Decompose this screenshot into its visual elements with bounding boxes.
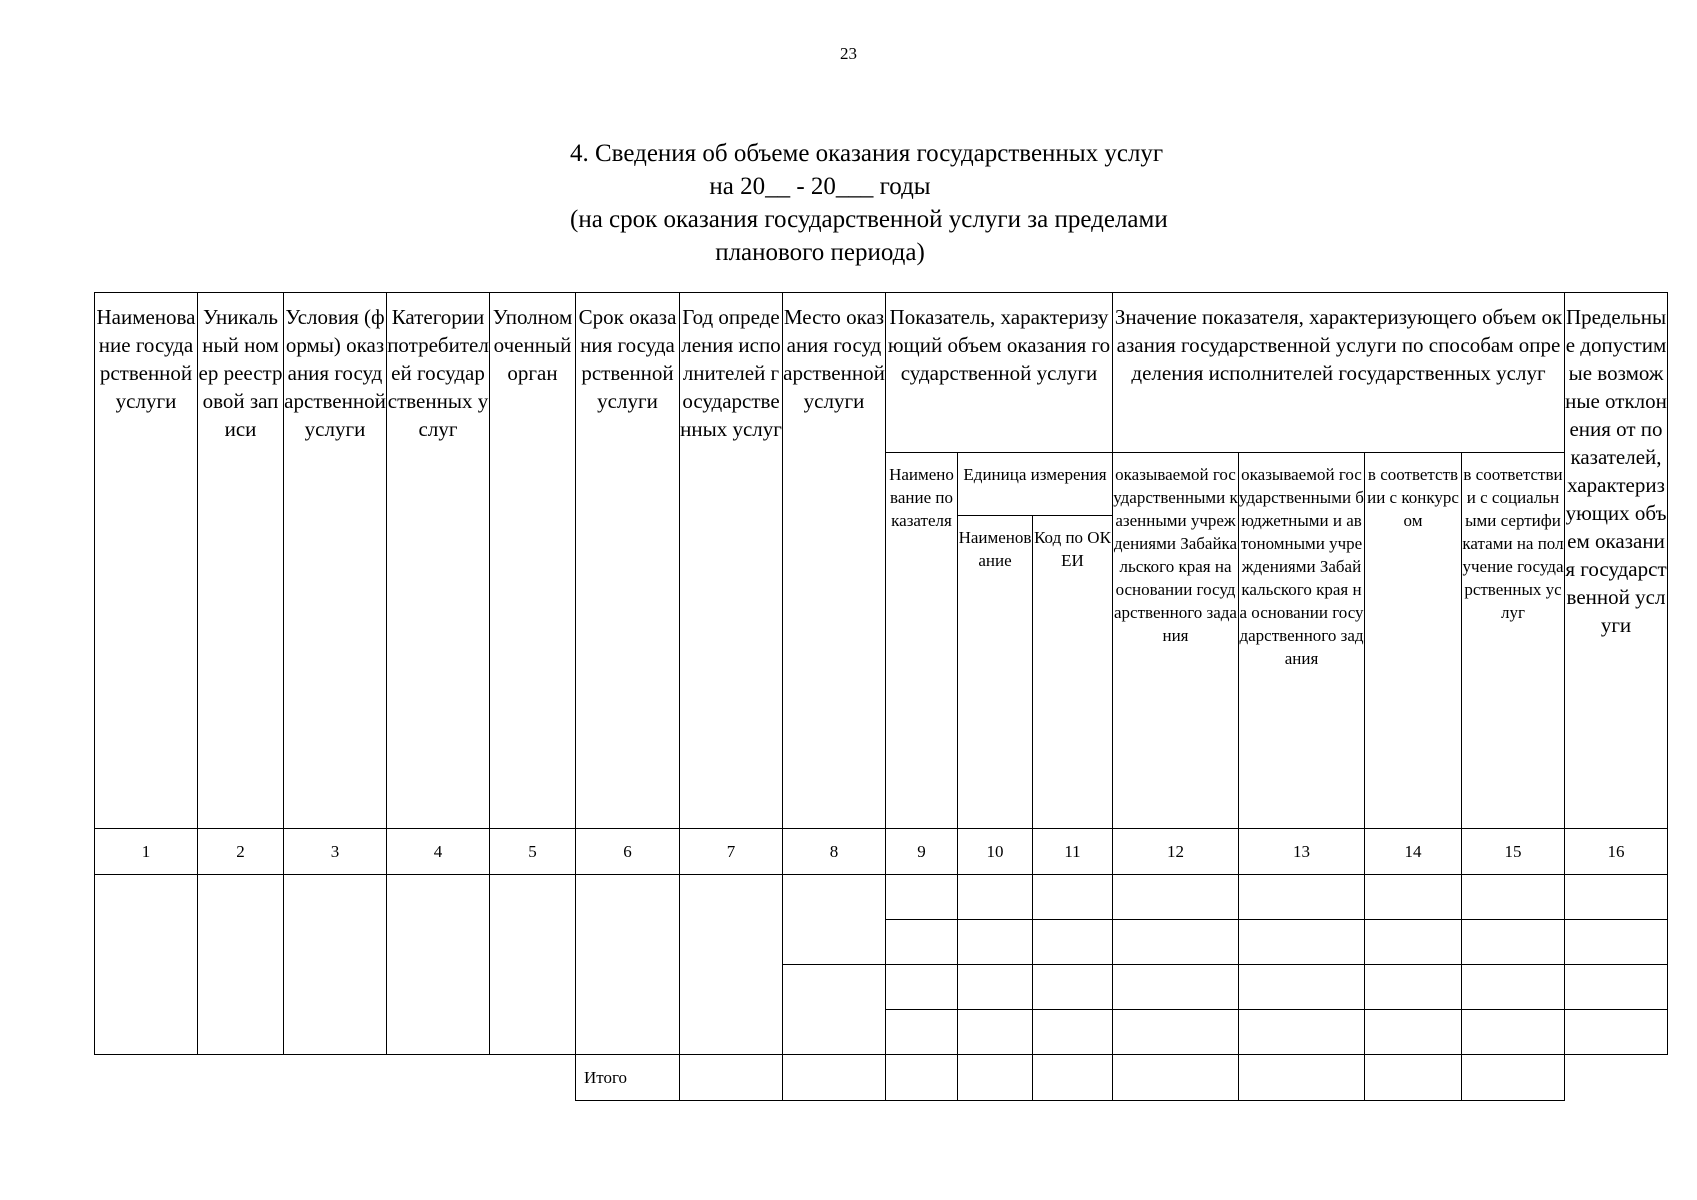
- total-cell: [1239, 1055, 1365, 1101]
- data-cell: [1239, 875, 1365, 920]
- data-cell: [958, 920, 1033, 965]
- data-cell: [958, 875, 1033, 920]
- data-cell: [1565, 1010, 1668, 1055]
- data-cell: [1462, 965, 1565, 1010]
- column-number: 3: [284, 829, 387, 875]
- data-cell: [1365, 1010, 1462, 1055]
- data-cell: [783, 875, 886, 965]
- blank-area: [1565, 1055, 1668, 1101]
- header-allowed-deviations: Предельные допустимые возможные отклонения от показателей, характеризующих объем оказания государственной услуги: [1565, 293, 1668, 829]
- column-number: 12: [1113, 829, 1239, 875]
- column-number: 10: [958, 829, 1033, 875]
- data-cell: [680, 875, 783, 1055]
- data-cell: [1239, 1010, 1365, 1055]
- total-cell: [1365, 1055, 1462, 1101]
- column-number: 11: [1033, 829, 1113, 875]
- header-service-term: Срок оказания государственной услуги: [576, 293, 680, 829]
- header-authorized-body: Уполномоченный орган: [490, 293, 576, 829]
- header-conditions: Условия (формы) оказания государственной услуги: [284, 293, 387, 829]
- data-cell: [490, 875, 576, 1055]
- header-value-group: Значение показателя, характеризующего объем оказания государственной услуги по способам определения исполнителей государственных услуг: [1113, 293, 1565, 453]
- data-cell: [1565, 920, 1668, 965]
- data-cell: [1565, 965, 1668, 1010]
- data-cell: [1365, 875, 1462, 920]
- column-number: 6: [576, 829, 680, 875]
- column-number: 15: [1462, 829, 1565, 875]
- data-cell: [1462, 875, 1565, 920]
- page-number: 23: [840, 44, 857, 63]
- data-cell: [1033, 875, 1113, 920]
- header-service-place: Место оказания государственной услуги: [783, 293, 886, 829]
- data-cell: [1033, 920, 1113, 965]
- data-cell: [1365, 920, 1462, 965]
- services-volume-table: [94, 292, 1668, 1101]
- data-cell: [198, 875, 284, 1055]
- data-cell: [1462, 920, 1565, 965]
- data-cell: [1113, 1010, 1239, 1055]
- header-indicator-name: Наименование показателя: [886, 453, 958, 829]
- column-number: 7: [680, 829, 783, 875]
- column-number: 8: [783, 829, 886, 875]
- data-cell: [576, 875, 680, 1055]
- column-number: 5: [490, 829, 576, 875]
- data-cell: [886, 965, 958, 1010]
- header-budget-institutions: оказываемой государственными бюджетными и автономными учреждениями Забайкальского края на основании государственного задания: [1239, 453, 1365, 829]
- header-registry-number: Уникальный номер реестровой записи: [198, 293, 284, 829]
- header-by-competition: в соответствии с конкурсом: [1365, 453, 1462, 829]
- data-cell: [95, 875, 198, 1055]
- column-number: 1: [95, 829, 198, 875]
- column-number: 4: [387, 829, 490, 875]
- column-number: 14: [1365, 829, 1462, 875]
- header-state-institutions: оказываемой государственными казенными учреждениями Забайкальского края на основании государственного задания: [1113, 453, 1239, 829]
- title-line: (на срок оказания государственной услуги за пределами: [570, 206, 1168, 233]
- header-okei-code: Код по ОКЕИ: [1033, 516, 1113, 829]
- blank-area: [95, 1055, 576, 1101]
- total-cell: [1033, 1055, 1113, 1101]
- data-cell: [886, 875, 958, 920]
- header-indicator-group: Показатель, характеризующий объем оказания государственной услуги: [886, 293, 1113, 453]
- data-cell: [1113, 965, 1239, 1010]
- column-number: 9: [886, 829, 958, 875]
- header-by-certificates: в соответствии с социальными сертификатами на получение государственных услуг: [1462, 453, 1565, 829]
- title-line: планового периода): [715, 239, 925, 266]
- data-cell: [958, 965, 1033, 1010]
- data-cell: [1239, 920, 1365, 965]
- data-cell: [886, 1010, 958, 1055]
- data-cell: [1365, 965, 1462, 1010]
- column-number: 2: [198, 829, 284, 875]
- header-service-name: Наименование государственной услуги: [95, 293, 198, 829]
- data-cell: [1565, 875, 1668, 920]
- total-cell: [680, 1055, 783, 1101]
- title-line: 4. Сведения об объеме оказания государственных услуг: [570, 140, 1164, 167]
- total-cell: [1462, 1055, 1565, 1101]
- header-consumer-categories: Категории потребителей государственных услуг: [387, 293, 490, 829]
- data-cell: [1239, 965, 1365, 1010]
- total-cell: [958, 1055, 1033, 1101]
- data-cell: [1033, 1010, 1113, 1055]
- total-cell: [886, 1055, 958, 1101]
- data-cell: [1113, 920, 1239, 965]
- total-label: Итого: [576, 1055, 680, 1101]
- total-cell: [783, 1055, 886, 1101]
- data-cell: [1113, 875, 1239, 920]
- data-cell: [783, 965, 886, 1055]
- data-cell: [1462, 1010, 1565, 1055]
- data-cell: [387, 875, 490, 1055]
- data-cell: [886, 920, 958, 965]
- header-unit-name: Наименование: [958, 516, 1033, 829]
- column-number: 13: [1239, 829, 1365, 875]
- header-unit-group: Единица измерения: [958, 453, 1113, 516]
- column-number: 16: [1565, 829, 1668, 875]
- title-line: на 20__ - 20___ годы: [709, 173, 931, 200]
- total-cell: [1113, 1055, 1239, 1101]
- data-cell: [958, 1010, 1033, 1055]
- data-cell: [1033, 965, 1113, 1010]
- section-title: [570, 137, 1168, 269]
- data-cell: [284, 875, 387, 1055]
- header-year-of-determination: Год определения исполнителей государственных услуг: [680, 293, 783, 829]
